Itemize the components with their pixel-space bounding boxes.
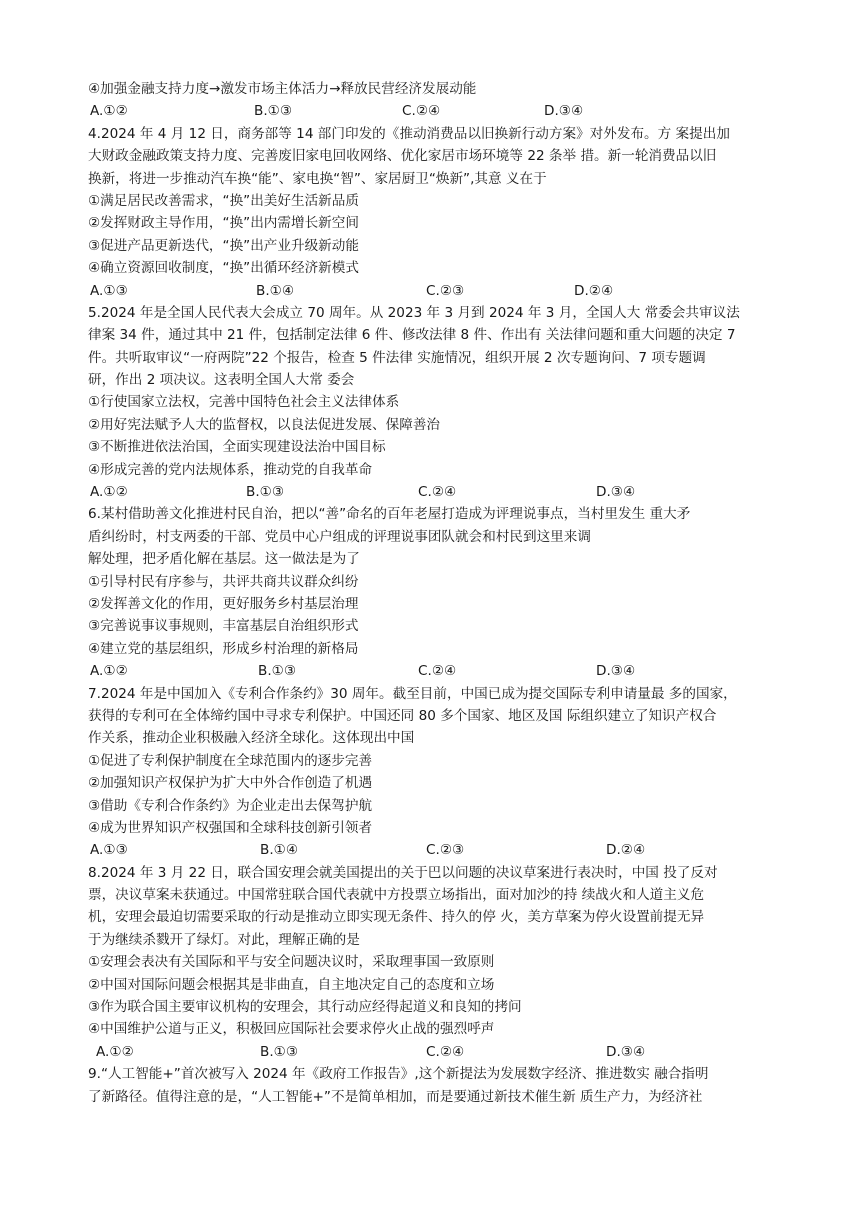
choice-a[interactable]: A.①②: [90, 663, 128, 680]
question-stem-line: 8.2024 年 3 月 22 日，联合国安理会就美国提出的关于巴以问题的决议草案进行表决时，中国 投了反对: [88, 864, 718, 881]
question-stem-line: 7.2024 年是中国加入《专利合作条约》30 周年。截至目前，中国已成为提交国际专利申请量最 多的国家，: [88, 685, 737, 702]
choice-d[interactable]: D.③④: [606, 1043, 646, 1060]
question-3-tail: [88, 78, 780, 123]
question-stem-line: 解处理，把矛盾化解在基层。这一做法是为了: [88, 551, 360, 568]
choice-c[interactable]: C.②③: [426, 282, 465, 299]
question-7: [88, 683, 780, 862]
question-stem-line: 作关系，推动企业积极融入经济全球化。这体现出中国: [88, 730, 415, 747]
answer-choices: [88, 1041, 780, 1063]
choice-c[interactable]: C.②④: [418, 484, 457, 501]
choice-b[interactable]: B.①③: [254, 103, 293, 120]
answer-choices: [88, 660, 780, 682]
choice-a[interactable]: A.①③: [90, 282, 128, 299]
option-3: ③促进产品更新迭代，“换”出产业升级新动能: [88, 237, 359, 254]
choice-d[interactable]: D.③④: [596, 484, 636, 501]
option-2: ②中国对国际问题会根据其是非曲直，自主地决定自己的态度和立场: [88, 976, 495, 993]
option-1: ①引导村民有序参与，共评共商共议群众纠纷: [88, 573, 359, 590]
option-2: ②发挥财政主导作用，“换”出内需增长新空间: [88, 215, 359, 232]
choice-d[interactable]: D.②④: [606, 842, 646, 859]
option-4: ④成为世界知识产权强国和全球科技创新引领者: [88, 819, 373, 836]
question-stem-line: 律案 34 件，通过其中 21 件，包括制定法律 6 件、修改法律 8 件、作出有 关法律问题和重大问题的决定 7: [88, 327, 736, 344]
answer-choices: [88, 100, 780, 122]
question-stem-line: 盾纠纷时，村支两委的干部、党员中心户组成的评理说事团队就会和村民到这里来调: [88, 528, 591, 545]
choice-a[interactable]: A.①③: [90, 842, 128, 859]
choice-c[interactable]: C.②④: [426, 1043, 465, 1060]
choice-a[interactable]: A.①②: [96, 1043, 134, 1060]
question-stem-line: 5.2024 年是全国人民代表大会成立 70 周年。从 2023 年 3 月到 2024 年 3 月，全国人大 常委会共审议法: [88, 304, 740, 321]
option-4: ④形成完善的党内法规体系，推动党的自我革命: [88, 461, 373, 478]
option-2: ②用好宪法赋予人大的监督权，以良法促进发展、保障善治: [88, 416, 441, 433]
question-stem-line: 件。共听取审议“一府两院”22 个报告，检查 5 件法律 实施情况，组织开展 2 次专题询问、7 项专题调: [88, 349, 706, 366]
question-stem-line: 了新路径。值得注意的是，“人工智能+”不是简单相加，而是要通过新技术催生新 质生产力，为经济社: [88, 1088, 703, 1105]
exam-page: [88, 78, 780, 1108]
question-stem-line: 换新，将进一步推动汽车换“能”、家电换“智”、家居厨卫“焕新”,其意 义在于: [88, 170, 547, 187]
choice-b[interactable]: B.①③: [246, 484, 285, 501]
question-stem-line: 于为继续杀戮开了绿灯。对此，理解正确的是: [88, 931, 360, 948]
option-4: ④确立资源回收制度，“换”出循环经济新模式: [88, 260, 359, 277]
option-1: ①满足居民改善需求，“换”出美好生活新品质: [88, 192, 359, 209]
choice-b[interactable]: B.①④: [256, 282, 295, 299]
option-4: ④中国维护公道与正义，积极回应国际社会要求停火止战的强烈呼声: [88, 1021, 495, 1038]
option-3: ③完善说事议事规则，丰富基层自治组织形式: [88, 618, 359, 635]
question-8: [88, 862, 780, 1064]
question-5: [88, 302, 780, 504]
answer-choices: [88, 839, 780, 861]
question-stem-line: 大财政金融政策支持力度、完善废旧家电回收网络、优化家居市场环境等 22 条举 措。新一轮消费品以旧: [88, 148, 717, 165]
option-2: ②发挥善文化的作用，更好服务乡村基层治理: [88, 595, 359, 612]
option-2: ②加强知识产权保护为扩大中外合作创造了机遇: [88, 775, 373, 792]
answer-choices: [88, 481, 780, 503]
choice-b[interactable]: B.①③: [258, 663, 297, 680]
option-1: ①行使国家立法权，完善中国特色社会主义法律体系: [88, 394, 400, 411]
choice-d[interactable]: D.③④: [596, 663, 636, 680]
choice-d[interactable]: D.②④: [574, 282, 614, 299]
question-stem-line: 9.“人工智能+”首次被写入 2024 年《政府工作报告》,这个新提法为发展数字经济、推进数实 融合指明: [88, 1066, 709, 1083]
question-stem-line: 6.某村借助善文化推进村民自治，把以“善”命名的百年老屋打造成为评理说事点，当村里发生 重大矛: [88, 506, 691, 523]
choice-c[interactable]: C.②④: [418, 663, 457, 680]
option-1: ①安理会表决有关国际和平与安全问题决议时，采取理事国一致原则: [88, 954, 495, 971]
option-4: ④建立党的基层组织，形成乡村治理的新格局: [88, 640, 359, 657]
answer-choices: [88, 280, 780, 302]
question-stem-line: 机，安理会最迫切需要采取的行动是推动立即实现无条件、持久的停 火，美方草案为停火设置前提无异: [88, 909, 705, 926]
question-6: [88, 503, 780, 682]
choice-d[interactable]: D.③④: [544, 103, 584, 120]
choice-c[interactable]: C.②③: [426, 842, 465, 859]
question-stem-line: 票，决议草案未获通过。中国常驻联合国代表就中方投票立场指出，面对加沙的持 续战火和人道主义危: [88, 887, 705, 904]
question-stem-line: 获得的专利可在全体缔约国中寻求专利保护。中国还同 80 多个国家、地区及国 际组织建立了知识产权合: [88, 707, 717, 724]
option-4: ④加强金融支持力度→激发市场主体活力→释放民营经济发展动能: [88, 81, 477, 97]
question-9: [88, 1063, 780, 1108]
choice-c[interactable]: C.②④: [402, 103, 441, 120]
question-stem-line: 研，作出 2 项决议。这表明全国人大常 委会: [88, 372, 355, 389]
question-stem-line: 4.2024 年 4 月 12 日，商务部等 14 部门印发的《推动消费品以旧换新行动方案》对外发布。方 案提出加: [88, 125, 730, 142]
option-1: ①促进了专利保护制度在全球范围内的逐步完善: [88, 752, 373, 769]
choice-b[interactable]: B.①④: [260, 842, 299, 859]
question-4: [88, 123, 780, 302]
choice-a[interactable]: A.①②: [90, 484, 128, 501]
option-3: ③不断推进依法治国，全面实现建设法治中国目标: [88, 439, 386, 456]
choice-a[interactable]: A.①②: [90, 103, 128, 120]
choice-b[interactable]: B.①③: [260, 1043, 299, 1060]
option-3: ③作为联合国主要审议机构的安理会，其行动应经得起道义和良知的拷问: [88, 999, 522, 1016]
option-3: ③借助《专利合作条约》为企业走出去保驾护航: [88, 797, 373, 814]
